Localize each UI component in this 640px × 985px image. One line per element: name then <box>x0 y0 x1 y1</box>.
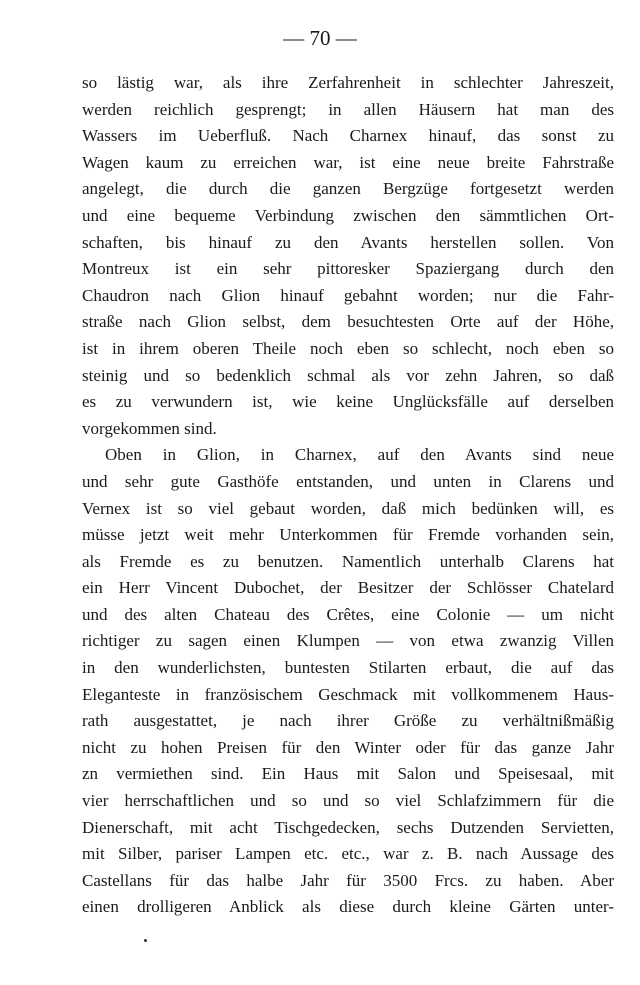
text-line: vier herrschaftlichen und so und so viel Schlafzimmern für die <box>82 791 614 811</box>
text-line: richtiger zu sagen einen Klumpen — von etwa zwanzig Villen <box>82 631 614 651</box>
text-line: angelegt, die durch die ganzen Bergzüge fortgesetzt werden <box>82 179 614 199</box>
page-body <box>82 70 614 921</box>
text-line: nicht zu hohen Preisen für den Winter oder für das ganze Jahr <box>82 737 614 757</box>
text-line: Montreux ist ein sehr pittoresker Spaziergang durch den <box>82 259 614 279</box>
text-line: und sehr gute Gasthöfe entstanden, und unten in Clarens und <box>82 471 614 491</box>
text-line: in den wunderlichsten, buntesten Stilarten erbaut, die auf das <box>82 658 614 678</box>
text-line: vorgekommen sind. <box>82 418 217 438</box>
page-number: — 70 — <box>283 26 357 50</box>
text-line: als Fremde es zu benutzen. Namentlich unterhalb Clarens hat <box>82 551 614 571</box>
text-line: mit Silber, pariser Lampen etc. etc., war z. B. nach Aussage des <box>82 844 614 864</box>
text-line: Wassers im Ueberfluß. Nach Charnex hinauf, das sonst zu <box>82 126 614 146</box>
text-line: Dienerschaft, mit acht Tischgedecken, sechs Dutzenden Servietten, <box>82 817 614 837</box>
text-line: ein Herr Vincent Dubochet, der Besitzer der Schlösser Chatelard <box>82 578 614 598</box>
text-line: rath ausgestattet, je nach ihrer Größe zu verhältnißmäßig <box>82 711 614 731</box>
text-line: Chaudron nach Glion hinauf gebahnt worden; nur die Fahr- <box>82 285 614 305</box>
text-line: und des alten Chateau des Crêtes, eine Colonie — um nicht <box>82 604 614 624</box>
text-line: Wagen kaum zu erreichen war, ist eine neue breite Fahrstraße <box>82 152 614 172</box>
text-line: steinig und so bedenklich schmal als vor zehn Jahren, so daß <box>82 365 614 385</box>
ink-speck <box>144 939 147 942</box>
text-line: einen drolligeren Anblick als diese durch kleine Gärten unter- <box>82 897 614 917</box>
text-line: so lästig war, als ihre Zerfahrenheit in schlechter Jahreszeit, <box>82 73 614 92</box>
text-line: zn vermiethen sind. Ein Haus mit Salon und Speisesaal, mit <box>82 764 614 784</box>
text-line: Eleganteste in französischem Geschmack mit vollkommenem Haus- <box>82 684 614 704</box>
text-line: straße nach Glion selbst, dem besuchtesten Orte auf der Höhe, <box>82 312 614 332</box>
text-line: Vernex ist so viel gebaut worden, daß mich bedünken will, es <box>82 498 614 518</box>
text-line: werden reichlich gesprengt; in allen Häusern hat man des <box>82 99 614 119</box>
text-line: müsse jetzt weit mehr Unterkommen für Fremde vorhanden sein, <box>82 525 614 545</box>
text-line: ist in ihrem oberen Theile noch eben so schlecht, noch eben so <box>82 338 614 358</box>
text-line: es zu verwundern ist, wie keine Unglücksfälle auf derselben <box>82 392 614 412</box>
text-line: schaften, bis hinauf zu den Avants herstellen sollen. Von <box>82 232 614 252</box>
text-line: und eine bequeme Verbindung zwischen den sämmtlichen Ort- <box>82 205 614 225</box>
text-line: Oben in Glion, in Charnex, auf den Avants sind neue <box>105 445 614 465</box>
text-line: Castellans für das halbe Jahr für 3500 Frcs. zu haben. Aber <box>82 870 614 890</box>
